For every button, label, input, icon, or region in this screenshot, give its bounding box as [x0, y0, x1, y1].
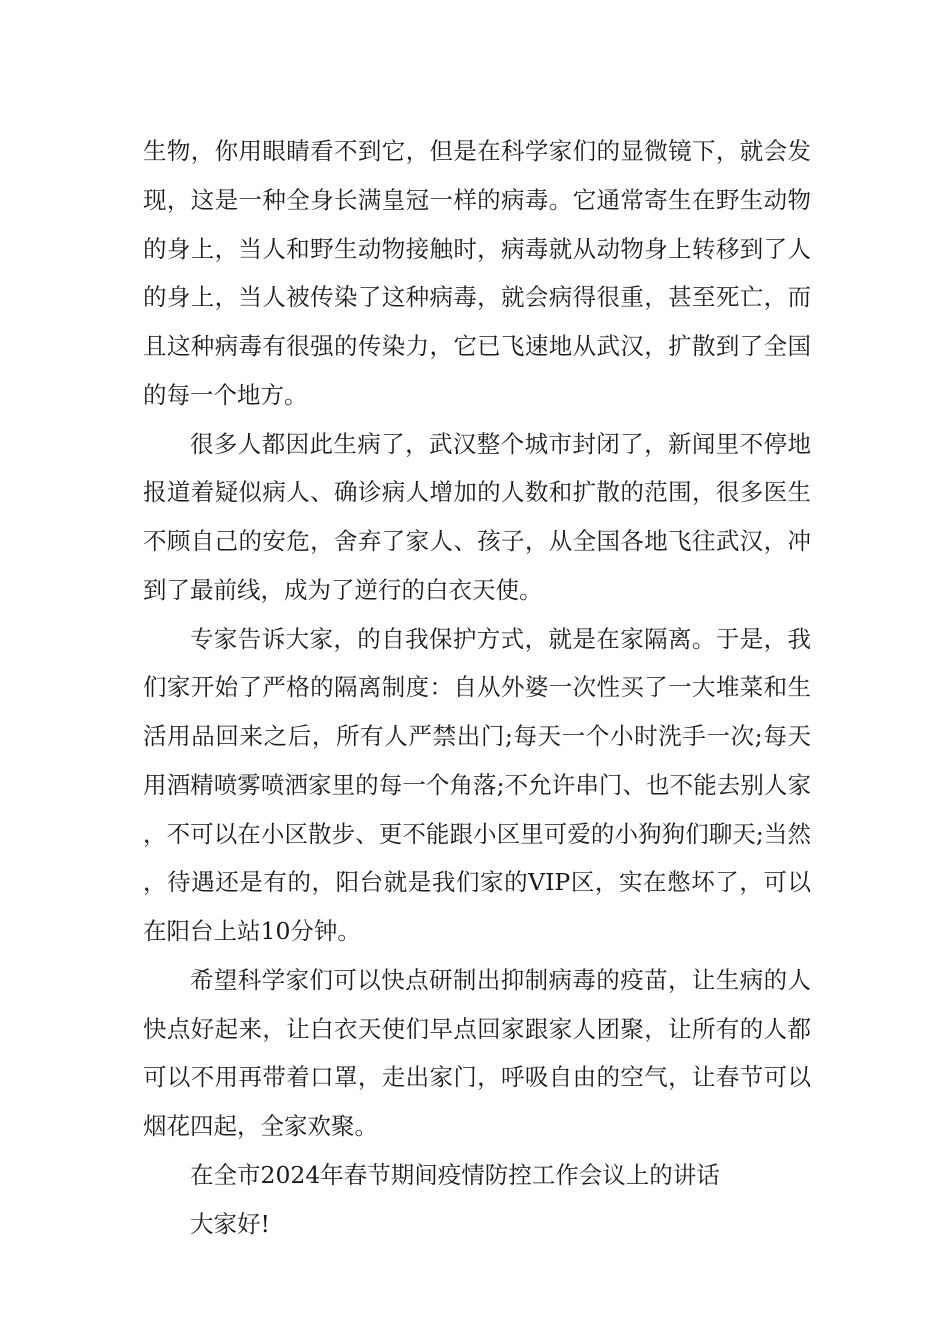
document-body	[143, 127, 811, 1248]
paragraph-hope: 希望科学家们可以快点研制出抑制病毒的疫苗，让生病的人快点好起来，让白衣天使们早点回家跟家人团聚，让所有的人都可以不用再带着口罩，走出家门，呼吸自由的空气，让春节可以烟花四起，全家欢聚。	[143, 965, 811, 1140]
speech-greeting: 大家好!	[190, 1209, 270, 1238]
paragraph-isolation: 专家告诉大家，的自我保护方式，就是在家隔离。于是，我们家开始了严格的隔离制度：自从外婆一次性买了一大堆菜和生活用品回来之后，所有人严禁出门;每天一个小时洗手一次;每天用酒精喷雾喷洒家里的每一个角落;不允许串门、也不能去别人家，不可以在小区散步、更不能跟小区里可爱的小狗狗们聊天;当然，待遇还是有的，阳台就是我们家的VIP区，实在憋坏了，可以在阳台上站10分钟。	[143, 624, 811, 945]
paragraph-continuation: 生物，你用眼睛看不到它，但是在科学家们的显微镜下，就会发现，这是一种全身长满皇冠一样的病毒。它通常寄生在野生动物的身上，当人和野生动物接触时，病毒就从动物身上转移到了人的身上，当人被传染了这种病毒，就会病得很重，甚至死亡，而且这种病毒有很强的传染力，它已飞速地从武汉，扩散到了全国的每一个地方。	[143, 137, 811, 409]
paragraph-lockdown: 很多人都因此生病了，武汉整个城市封闭了，新闻里不停地报道着疑似病人、确诊病人增加的人数和扩散的范围，很多医生不顾自己的安危，舍弃了家人、孩子，从全国各地飞往武汉，冲到了最前线，成为了逆行的白衣天使。	[143, 429, 811, 604]
speech-title: 在全市2024年春节期间疫情防控工作会议上的讲话	[190, 1160, 720, 1189]
